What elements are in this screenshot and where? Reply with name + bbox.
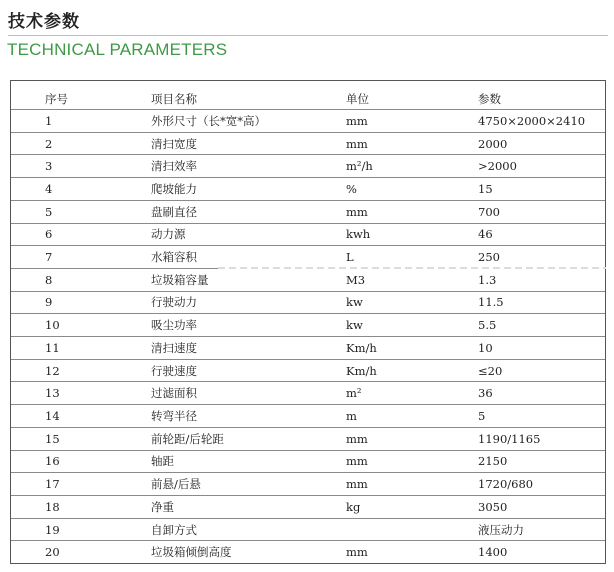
cell-item: 行驶速度 [127, 359, 336, 382]
table-row [11, 427, 605, 450]
cell-unit: kw [336, 291, 466, 314]
column-header-item: 项目名称 [127, 81, 336, 110]
cell-item: 转弯半径 [127, 405, 336, 428]
cell-item: 清扫效率 [127, 155, 336, 178]
cell-unit [336, 518, 466, 541]
cell-no: 13 [11, 382, 127, 405]
cell-no: 2 [11, 132, 127, 155]
cell-item: 清扫宽度 [127, 132, 336, 155]
table-row [11, 337, 605, 360]
cell-value: 15 [466, 178, 605, 201]
cell-value: 3050 [466, 495, 605, 518]
cell-item: 垃圾箱容量 [127, 268, 336, 291]
cell-no: 1 [11, 110, 127, 133]
column-header-no: 序号 [11, 81, 127, 110]
scan-artifact-line [218, 267, 606, 269]
cell-no: 11 [11, 337, 127, 360]
cell-unit: Km/h [336, 359, 466, 382]
cell-no: 19 [11, 518, 127, 541]
cell-value: 1720/680 [466, 473, 605, 496]
cell-unit: kg [336, 495, 466, 518]
cell-unit: mm [346, 545, 368, 560]
table-row [11, 359, 605, 382]
cell-unit: mm [336, 132, 466, 155]
column-header-value: 参数 [466, 81, 605, 110]
cell-value: 4750×2000×2410 [466, 110, 605, 133]
cell-item: 外形尺寸（长*宽*高） [127, 110, 336, 133]
table-row [11, 223, 605, 246]
parameters-table [11, 81, 605, 563]
cell-unit: m² [336, 382, 466, 405]
cell-no: 20 [45, 545, 60, 560]
cell-item: 清扫速度 [127, 337, 336, 360]
cell-item: 动力源 [127, 223, 336, 246]
table-row [11, 450, 605, 473]
cell-no: 7 [11, 246, 127, 269]
page-title-en: TECHNICAL PARAMETERS [7, 40, 228, 59]
cell-item: 盘刷直径 [127, 200, 336, 223]
cell-item: 行驶动力 [127, 291, 336, 314]
cell-unit: mm [336, 110, 466, 133]
cell-no: 6 [11, 223, 127, 246]
cell-value: 2000 [466, 132, 605, 155]
cell-unit: % [336, 178, 466, 201]
cell-value: 700 [466, 200, 605, 223]
cell-item: 前悬/后悬 [127, 473, 336, 496]
cell-value: 46 [466, 223, 605, 246]
cell-no: 10 [11, 314, 127, 337]
table-row [11, 473, 605, 496]
cell-no: 16 [11, 450, 127, 473]
table-row [11, 405, 605, 428]
table-row [11, 291, 605, 314]
cell-item: 水箱容积 [127, 246, 336, 269]
cell-item: 垃圾箱倾倒高度 [151, 545, 232, 560]
cell-value: 1190/1165 [466, 427, 605, 450]
cell-no: 17 [11, 473, 127, 496]
cell-no: 4 [11, 178, 127, 201]
cell-unit: Km/h [336, 337, 466, 360]
page-title-cn: 技术参数 [8, 12, 80, 32]
cell-no: 15 [11, 427, 127, 450]
table-row [11, 132, 605, 155]
parameters-table-container [10, 80, 606, 564]
cell-value: 液压动力 [466, 518, 605, 541]
table-row [11, 155, 605, 178]
table-row [11, 246, 605, 269]
cell-no: 12 [11, 359, 127, 382]
cell-value: ≤20 [466, 359, 605, 382]
table-row [11, 314, 605, 337]
table-row [11, 200, 605, 223]
cell-value: 1400 [478, 545, 508, 560]
cell-value: 11.5 [466, 291, 605, 314]
cell-value: 5.5 [466, 314, 605, 337]
column-header-unit: 单位 [336, 81, 466, 110]
cell-value: 5 [466, 405, 605, 428]
table-row [11, 178, 605, 201]
cell-unit: m [336, 405, 466, 428]
table-row [11, 541, 605, 563]
table-row [11, 518, 605, 541]
cell-unit: kwh [336, 223, 466, 246]
cell-item: 自卸方式 [127, 518, 336, 541]
cell-unit: mm [336, 473, 466, 496]
cell-item: 净重 [127, 495, 336, 518]
table-header-row [11, 81, 605, 110]
cell-no: 8 [11, 268, 127, 291]
cell-no: 3 [11, 155, 127, 178]
cell-no: 9 [11, 291, 127, 314]
cell-value: 10 [466, 337, 605, 360]
cell-unit: mm [336, 450, 466, 473]
title-divider [8, 35, 608, 36]
cell-value: 2150 [466, 450, 605, 473]
cell-value: >2000 [466, 155, 605, 178]
cell-value: 36 [466, 382, 605, 405]
table-row [11, 110, 605, 133]
cell-unit: kw [336, 314, 466, 337]
cell-item: 轴距 [127, 450, 336, 473]
cell-unit: mm [336, 200, 466, 223]
cell-unit: mm [336, 427, 466, 450]
table-row [11, 495, 605, 518]
cell-unit: m²/h [336, 155, 466, 178]
table-row [11, 382, 605, 405]
cell-item: 过滤面积 [127, 382, 336, 405]
cell-no: 18 [11, 495, 127, 518]
cell-no: 5 [11, 200, 127, 223]
cell-value: 1.3 [466, 268, 605, 291]
cell-no: 14 [11, 405, 127, 428]
cell-item: 前轮距/后轮距 [127, 427, 336, 450]
cell-item: 爬坡能力 [127, 178, 336, 201]
cell-item: 吸尘功率 [127, 314, 336, 337]
cell-unit: L [336, 246, 466, 269]
cell-value: 250 [466, 246, 605, 269]
cell-unit: M3 [336, 268, 466, 291]
table-row [11, 268, 605, 291]
